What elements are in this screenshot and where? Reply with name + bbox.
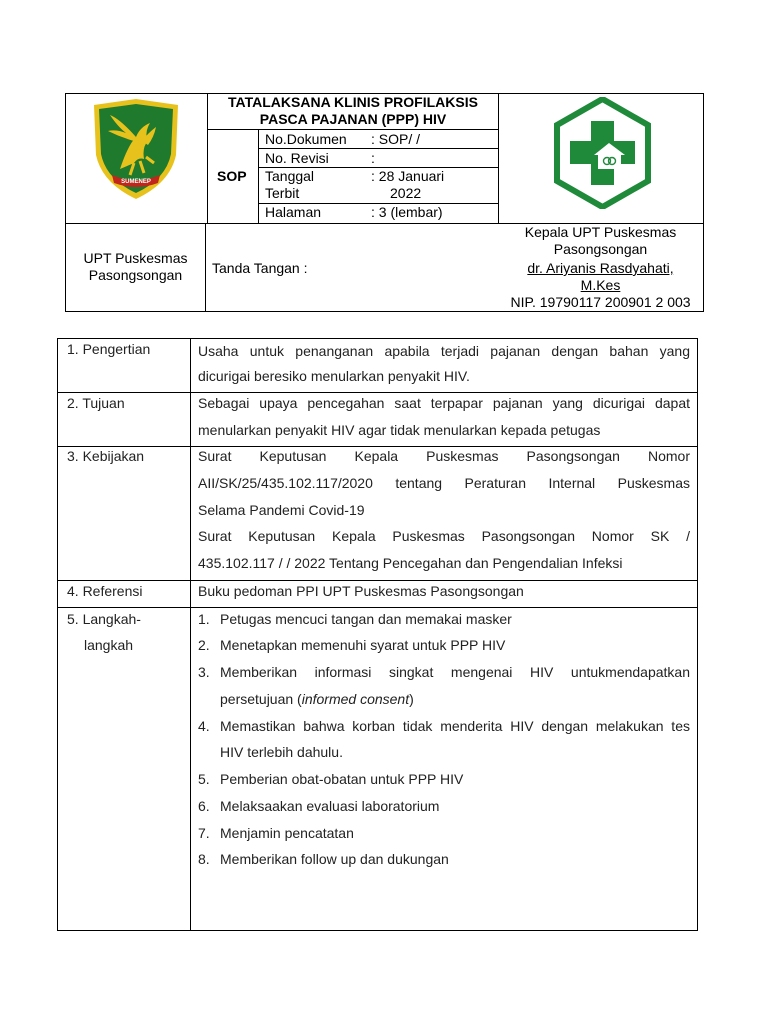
step-text: Melaksaakan evaluasi laboratorium bbox=[220, 798, 440, 814]
tujuan-line2: menularkan penyakit HIV agar tidak menularkan kepada petugas bbox=[198, 422, 601, 438]
referensi-line1: Buku pedoman PPI UPT Puskesmas Pasongsongan bbox=[198, 583, 524, 599]
head-title-line1: Kepala UPT Puskesmas bbox=[524, 224, 677, 240]
page-count-value: : 3 (lembar) bbox=[371, 204, 443, 220]
procedure-step bbox=[198, 766, 690, 793]
sop-title-line2: PASCA PAJANAN (PPP) HIV bbox=[259, 111, 447, 127]
procedure-step bbox=[198, 606, 690, 633]
step-number: 2. bbox=[198, 637, 210, 653]
kebijakan-line1: Surat Keputusan Kepala Puskesmas Pasongsongan Nomor bbox=[198, 448, 690, 464]
kebijakan-line4: Surat Keputusan Kepala Puskesmas Pasongsongan Nomor SK / bbox=[198, 528, 690, 544]
step-text: Menetapkan memenuhi syarat untuk PPP HIV bbox=[220, 637, 506, 653]
step-number: 5. bbox=[198, 771, 210, 787]
procedure-step bbox=[198, 846, 690, 873]
row-label-referensi: 4. Referensi bbox=[67, 583, 143, 599]
step-number: 3. bbox=[198, 664, 210, 680]
step-text: Menjamin pencatatan bbox=[220, 825, 354, 841]
kebijakan-line3: Selama Pandemi Covid-19 bbox=[198, 502, 365, 518]
procedure-step bbox=[198, 686, 690, 713]
head-title-line2: Pasongsongan bbox=[553, 241, 648, 257]
step-number: 7. bbox=[198, 825, 210, 841]
step-text: persetujuan (informed consent) bbox=[220, 691, 414, 707]
sop-label: SOP bbox=[217, 168, 247, 184]
procedure-step bbox=[198, 713, 690, 740]
sop-content-table bbox=[57, 338, 698, 931]
row-label-langkah-line1: 5. Langkah- bbox=[67, 611, 141, 627]
signature-label: Tanda Tangan : bbox=[212, 260, 308, 276]
step-text: Memberikan informasi singkat mengenai HIV untukmendapatkan bbox=[220, 664, 690, 680]
unit-name-line1: UPT Puskesmas bbox=[83, 250, 188, 266]
step-number: 1. bbox=[198, 611, 210, 627]
step-number: 6. bbox=[198, 798, 210, 814]
doc-number-label: No.Dokumen bbox=[265, 131, 347, 147]
step-emphasis: informed consent bbox=[301, 691, 410, 707]
step-text: Pemberian obat-obatan untuk PPP HIV bbox=[220, 771, 464, 787]
kebijakan-line5: 435.102.117 / / 2022 Tentang Pencegahan dan Pengendalian Infeksi bbox=[198, 555, 623, 571]
head-name-line2: M.Kes bbox=[580, 277, 621, 293]
sop-title-line1: TATALAKSANA KLINIS PROFILAKSIS bbox=[228, 94, 478, 110]
head-name-line1: dr. Ariyanis Rasdyahati, bbox=[527, 260, 674, 276]
step-text: Memastikan bahwa korban tidak menderita HIV dengan melakukan tes bbox=[220, 718, 690, 734]
revision-label: No. Revisi bbox=[265, 150, 329, 166]
procedure-step bbox=[198, 659, 690, 686]
head-nip: NIP. 19790117 200901 2 003 bbox=[510, 294, 691, 310]
procedure-step bbox=[198, 632, 690, 659]
step-number: 4. bbox=[198, 718, 210, 734]
step-text: Memberikan follow up dan dukungan bbox=[220, 851, 449, 867]
sumenep-regency-logo bbox=[90, 97, 182, 201]
sop-header-table bbox=[65, 93, 704, 312]
step-text: Petugas mencuci tangan dan memakai masker bbox=[220, 611, 512, 627]
pengertian-line1: Usaha untuk penanganan apabila terjadi pajanan dengan bahan yang bbox=[198, 343, 690, 359]
procedure-step bbox=[198, 793, 690, 820]
kebijakan-line2: AII/SK/25/435.102.117/2020 tentang Peraturan Internal Puskesmas bbox=[198, 475, 690, 491]
shield-banner-text: SUMENEP bbox=[121, 179, 151, 185]
row-label-tujuan: 2. Tujuan bbox=[67, 395, 125, 411]
date-value-line2: 2022 bbox=[390, 185, 422, 201]
row-label-langkah-line2: langkah bbox=[84, 637, 134, 653]
step-text: HIV terlebih dahulu. bbox=[220, 744, 343, 760]
revision-value: : bbox=[371, 150, 375, 166]
step-number: 8. bbox=[198, 851, 210, 867]
row-label-pengertian: 1. Pengertian bbox=[67, 341, 151, 357]
date-label-line2: Terbit bbox=[265, 185, 300, 201]
pengertian-line2: dicurigai beresiko menularkan penyakit HIV. bbox=[198, 368, 470, 384]
date-label-line1: Tanggal bbox=[265, 168, 315, 184]
doc-number-value: : SOP/ / bbox=[371, 131, 421, 147]
date-value-line1: : 28 Januari bbox=[371, 168, 445, 184]
row-label-kebijakan: 3. Kebijakan bbox=[67, 448, 145, 464]
puskesmas-logo bbox=[554, 97, 651, 209]
unit-name-line2: Pasongsongan bbox=[88, 267, 183, 283]
procedure-step bbox=[198, 820, 690, 847]
page-count-label: Halaman bbox=[265, 204, 322, 220]
procedure-step bbox=[198, 739, 690, 766]
tujuan-line1: Sebagai upaya pencegahan saat terpapar pajanan yang dicurigai dapat bbox=[198, 395, 690, 411]
